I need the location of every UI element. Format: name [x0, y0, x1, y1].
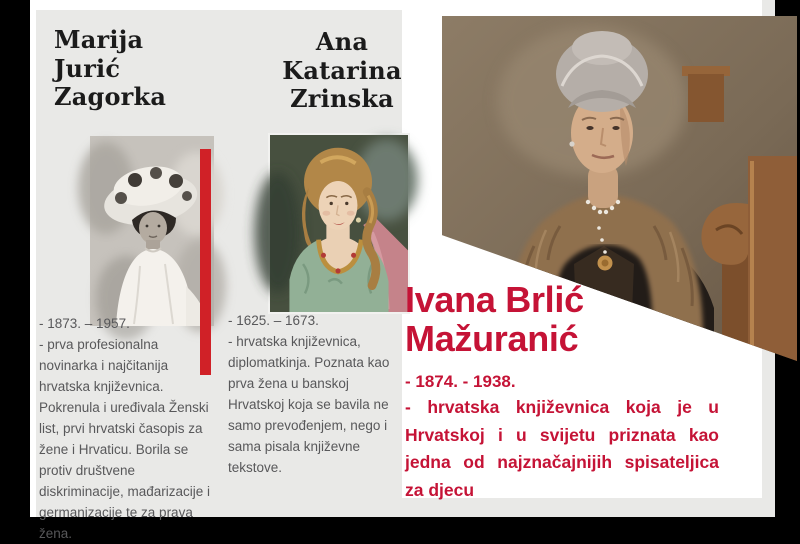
ivana-bio-text: - hrvatska književnica koja je u Hrvatskoj i u svijetu priznata kao jedna od najznačajnijih spisateljica za djecu	[405, 397, 719, 500]
brochure-page	[30, 0, 775, 541]
profile-name-ana	[264, 28, 420, 114]
marija-bio	[39, 313, 211, 544]
page-top-margin	[30, 0, 402, 10]
name-line: Marija	[54, 25, 144, 54]
marija-photo	[90, 136, 214, 326]
profile-name-ivana	[405, 280, 584, 358]
page-left-margin	[30, 0, 36, 517]
marija-bio-text: - prva profesionalna novinarka i najčitanija hrvatska književnica. Pokrenula i uređivala Ženski list, prvi hrvatski časopis za žene i Hrvaticu. Borila se protiv društvene diskriminacije, mađarizacije i germanizacije te za prava žena.	[39, 337, 211, 541]
red-divider-bar	[200, 149, 211, 375]
ana-bio-text: - hrvatska književnica, diplomatkinja. Poznata kao prva žena u banskoj Hrvatskoj koja se bavila ne samo prevođenjem, nego i sama pisala književne tekstove.	[228, 334, 390, 475]
ana-portrait	[268, 133, 410, 314]
profile-name-marija	[54, 26, 166, 112]
name-line: Ana	[315, 27, 369, 56]
ana-portrait-illustration	[270, 135, 408, 312]
marija-photo-illustration	[90, 136, 214, 326]
name-line: Ivana Brlić	[405, 279, 584, 320]
name-line: Zagorka	[54, 82, 167, 111]
name-line: Zrinska	[290, 84, 394, 113]
ivana-years: - 1874. - 1938.	[405, 372, 516, 391]
name-line: Katarina	[282, 55, 402, 85]
ana-bio	[228, 310, 390, 478]
name-line: Mažuranić	[405, 318, 579, 359]
ana-years: - 1625. – 1673.	[228, 313, 319, 328]
name-line: Jurić	[54, 53, 121, 83]
marija-years: - 1873. – 1957.	[39, 316, 130, 331]
